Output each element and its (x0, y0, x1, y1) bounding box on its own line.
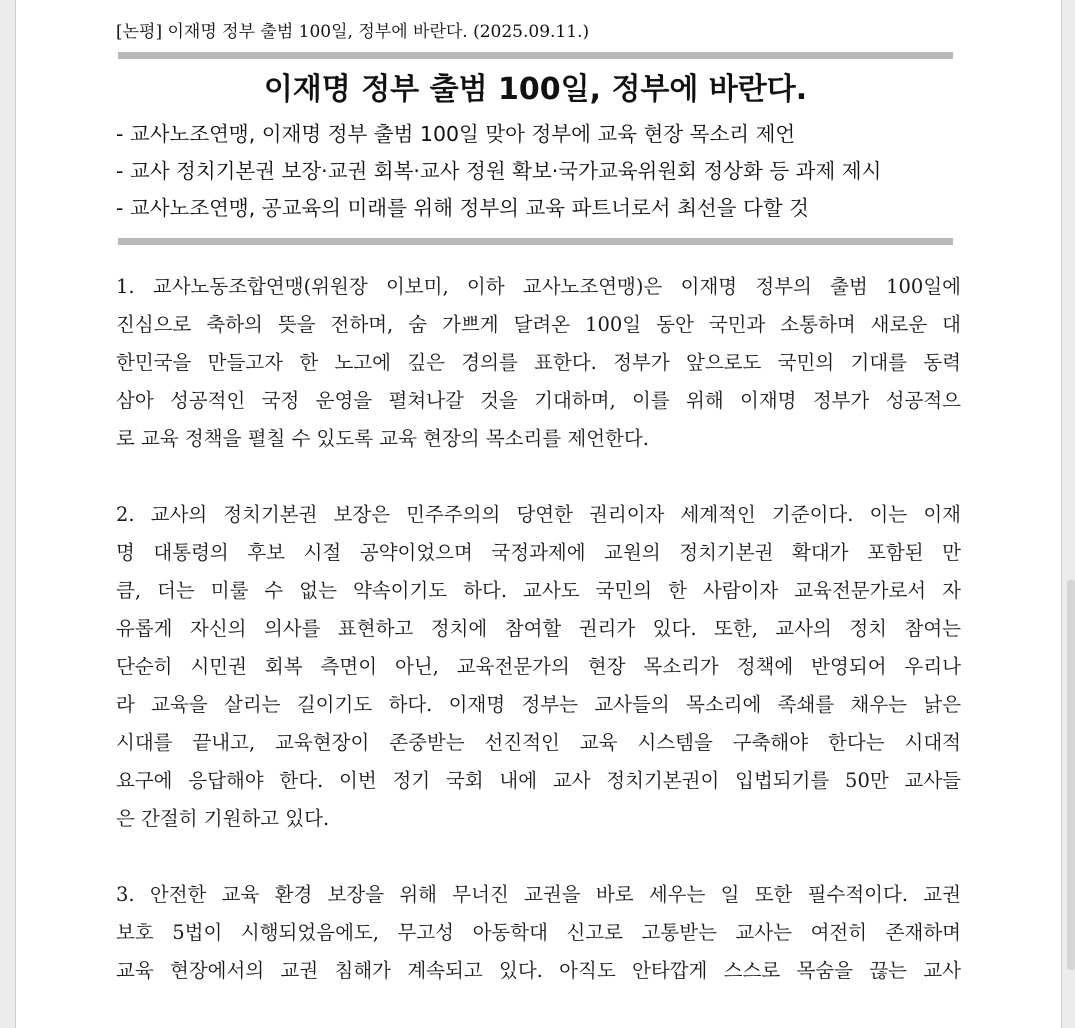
paragraph-line: 명 대통령의 후보 시절 공약이었으며 국정과제에 교원의 정치기본권 확대가 포함된 만 (116, 541, 961, 564)
document-title: 이재명 정부 출범 100일, 정부에 바란다. (263, 72, 808, 107)
paragraph-line: 1. 교사노동조합연맹(위원장 이보미, 이하 교사노조연맹)은 이재명 정부의 출범 100일에 (116, 275, 961, 298)
document-body (116, 268, 961, 1028)
paragraph-line: 한민국을 만들고자 한 노고에 깊은 경의를 표한다. 정부가 앞으로도 국민의 기대를 동력 (116, 351, 961, 374)
paragraph-2 (116, 496, 961, 838)
paragraph-line: 로 교육 정책을 펼칠 수 있도록 교육 현장의 목소리를 제언한다. (116, 427, 649, 450)
paragraph-line: 요구에 응답해야 한다. 이번 정기 국회 내에 교사 정치기본권이 입법되기를 50만 교사들 (116, 769, 961, 792)
paragraph-line: 은 간절히 기원하고 있다. (116, 807, 330, 830)
scrollbar-thumb[interactable] (1067, 580, 1075, 970)
paragraph-line: 3. 안전한 교육 환경 보장을 위해 무너진 교권을 바로 세우는 일 또한 필수적이다. 교권 (116, 883, 961, 906)
paragraph-line: 큼, 더는 미룰 수 없는 약속이기도 하다. 교사도 국민의 한 사람이자 교육전문가로서 자 (116, 579, 961, 602)
top-divider (118, 52, 953, 59)
paragraph-line: 교육 현장에서의 교권 침해가 계속되고 있다. 아직도 안타깝게 스스로 목숨을 끊는 교사 (116, 959, 961, 982)
paragraph-line: 라 교육을 살리는 길이기도 하다. 이재명 정부는 교사들의 목소리에 족쇄를 채우는 낡은 (116, 693, 961, 716)
subtitle-item: - 교사노조연맹, 이재명 정부 출범 100일 맞아 정부에 교육 현장 목소리 제언 (116, 122, 796, 146)
paragraph-line: 유롭게 자신의 의사를 표현하고 정치에 참여할 권리가 있다. 또한, 교사의 정치 참여는 (116, 617, 961, 640)
bottom-divider (118, 238, 953, 245)
paragraph-line: 보호 5법이 시행되었음에도, 무고성 아동학대 신고로 고통받는 교사는 여전히 존재하며 (116, 921, 961, 944)
paragraph-3 (116, 876, 961, 990)
paragraph-line: 2. 교사의 정치기본권 보장은 민주주의의 당연한 권리이자 세계적인 기준이다. 이는 이재 (116, 503, 961, 526)
subtitle-item: - 교사 정치기본권 보장·교권 회복·교사 정원 확보·국가교육위원회 정상화 등 과제 제시 (116, 159, 882, 183)
paragraph-line: 진심으로 축하의 뜻을 전하며, 숨 가쁘게 달려온 100일 동안 국민과 소통하며 새로운 대 (116, 313, 961, 336)
subtitle-item: - 교사노조연맹, 공교육의 미래를 위해 정부의 교육 파트너로서 최선을 다할 것 (116, 196, 809, 220)
paragraph-line: 시대를 끝내고, 교육현장이 존중받는 선진적인 교육 시스템을 구축해야 한다는 시대적 (116, 731, 961, 754)
paragraph-line: 단순히 시민권 회복 측면이 아닌, 교육전문가의 현장 목소리가 정책에 반영되어 우리나 (116, 655, 961, 678)
paragraph-line: 삼아 성공적인 국정 운영을 펼쳐나갈 것을 기대하며, 이를 위해 이재명 정부가 성공적으 (116, 389, 961, 412)
subtitle-list (116, 116, 881, 227)
document-page (15, 0, 1062, 1028)
paragraph-1 (116, 268, 961, 458)
document-header-label: [논평] 이재명 정부 출범 100일, 정부에 바란다. (2025.09.11.) (116, 22, 590, 42)
